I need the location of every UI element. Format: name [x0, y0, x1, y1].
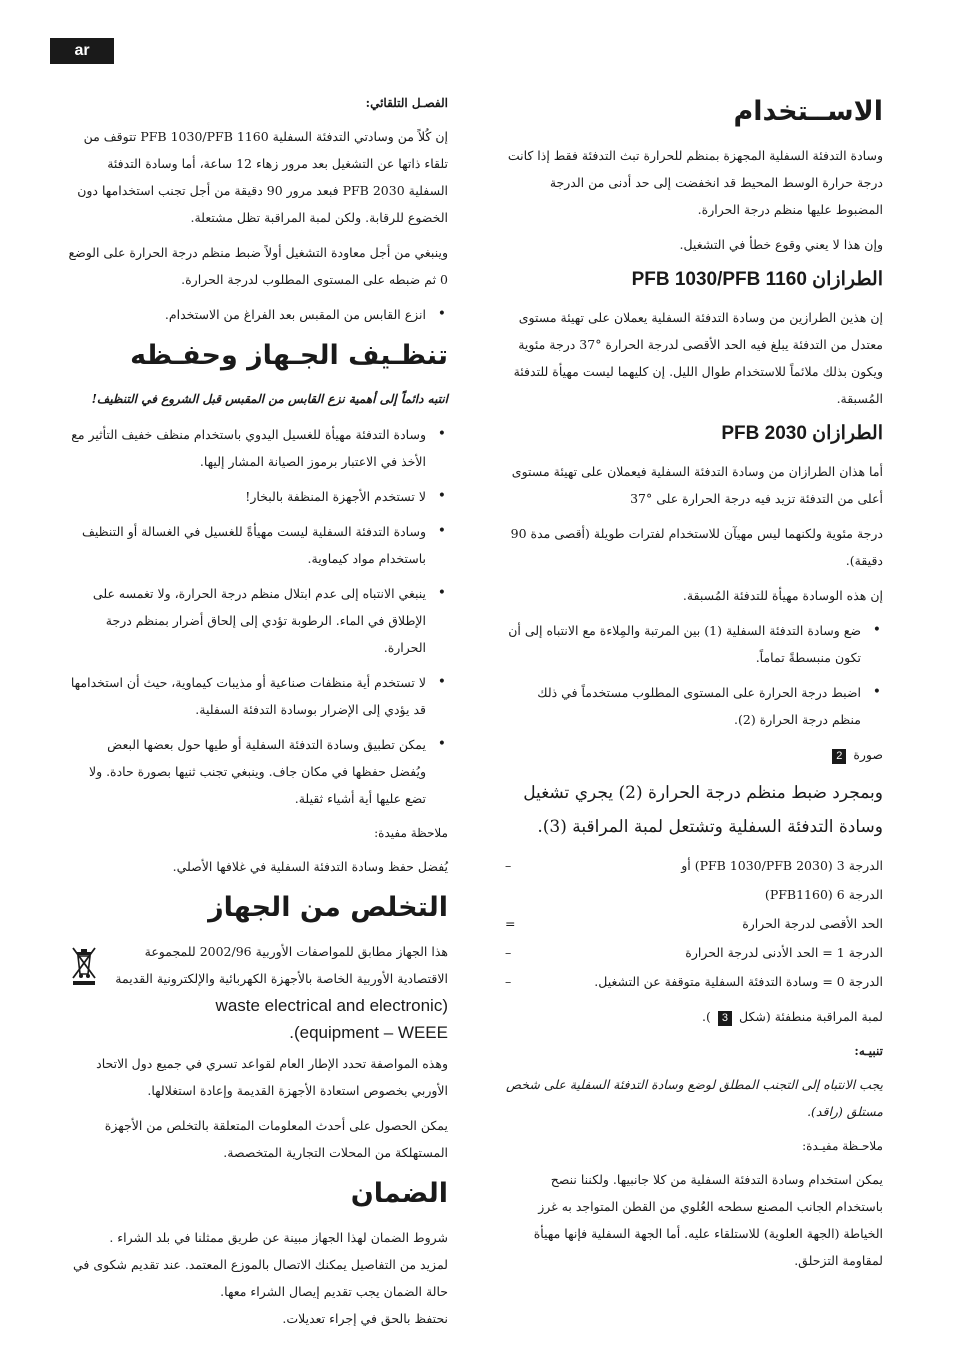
caution-label: تنبيـه:: [854, 1044, 883, 1058]
cleaning-heading: تنظـيف الجـهاز وحفـظه: [130, 340, 448, 371]
warranty-paragraph-1: شروط الضمان لهذا الجهاز مبينة عن طريق ممثلنا في بلد الشراء .: [109, 1230, 448, 1245]
autooff-bullets: [68, 301, 448, 328]
disposal-paragraph-2: وهذه المواصفة تحدد الإطار العام لقواعد تسري في جميع دول الاتحاد الأوربي بخصوص استعادة الأجهزة القديمة وإعادة استغلالها.: [96, 1056, 448, 1098]
left-column: [68, 90, 448, 1340]
right-column: [505, 90, 883, 1282]
cleaning-bullet-1: • وسادة التدفئة مهيأة للغسيل اليدوي باستخدام منظف خفيف التأثير مع الأخذ في الاعتبار برموز الصيانة المشار إليها.: [68, 421, 448, 475]
setting-item-5: الدرجة 0 = وسادة التدفئة السفلية متوقفة عن التشغيل. –: [505, 974, 883, 989]
cleaning-bullet-6: • يمكن تطبيق وسادة التدفئة السفلية أو طيها حول بعضها البعض ويُفضل حفظها في مكان جاف. وينبغي تجنب ثنيها بصورة حادة. ولا تضع عليها أية أشياء ثقيلة.: [68, 731, 448, 812]
usage-bullet-list: [505, 617, 883, 733]
figure-reference: [505, 741, 883, 768]
disposal-paragraph-1a: هذا الجهاز مطابق للمواصفات الأوربية 2002/96 للمجموعة الاقتصادية الأوربية الخاصة بالأجهزة الكهربائية والإلكترونية القديمة: [115, 944, 448, 986]
autooff-paragraph-2: وينبغي من أجل معاودة التشغيل أولاً ضبط منظم درجة الحرارة على الوضع 0 ثم ضبطه على المستوى المطلوب لدرجة الحرارة.: [68, 245, 448, 287]
disposal-paragraph-3: يمكن الحصول على أحدث المعلومات المتعلقة بالتخلص من الأجهزة المستهلكة من المحلات التجارية المتخصصة.: [104, 1118, 448, 1160]
settings-list: [505, 852, 883, 995]
pfb2030-paragraph-1: أما هذان الطرازان من وسادة التدفئة السفلية فيعملان على تهيئة مستوى أعلى من التدفئة تزيد فيه درجة الحرارة على °37: [511, 464, 883, 506]
thermostat-large-text: وبمجرد ضبط منظم درجة الحرارة (2) يجري تشغيل وسادة التدفئة السفلية وتشتعل لمبة المراقبة (3).: [523, 783, 883, 837]
disposal-heading: التخلص من الجهاز: [208, 892, 448, 923]
language-tag: ar: [50, 38, 114, 64]
cleaning-bullet-2: • لا تستخدم الأجهزة المنظفة بالبخار!: [68, 483, 448, 510]
pfb2030-paragraph-3: إن هذه الوسادة مهيأة للتدفئة المُسبقة.: [682, 588, 883, 603]
usage-bullet-2: • اضبط درجة الحرارة على المستوى المطلوب مستخدماً في ذلك منظم درجة الحرارة (2).: [505, 679, 883, 733]
autooff-bullet: • انزع القابس من المقبس بعد الفراغ من الاستخدام.: [68, 301, 448, 328]
setting-item-1: الدرجة 3 (PFB 1030/PFB 2030) أو –: [505, 858, 883, 873]
disposal-weee-english-2: .(equipment – WEEE: [289, 1023, 448, 1042]
pfb2030-heading: الطرازان PFB 2030: [721, 423, 883, 444]
usage-bullet-1: • ضع وسادة التدفئة السفلية (1) بين المرتبة والمِلاءة مع الانتباه إلى أن تكون منبسطةً تماماً.: [505, 617, 883, 671]
cleaning-bullet-3: • وسادة التدفئة السفلية ليست مهيأةً للغسيل في الغسالة أو التنظيف باستخدام مواد كيماوية.: [68, 518, 448, 572]
figure-label: صورة: [853, 747, 883, 762]
autooff-label: الفصـل التلقائي:: [365, 96, 448, 110]
pfb1030-heading: الطرازان PFB 1030/PFB 1160: [631, 269, 883, 290]
setting-item-2: الدرجة 6 (PFB1160): [764, 887, 883, 902]
disposal-weee-text: [108, 938, 448, 1050]
cleaning-bullet-list: [68, 421, 448, 812]
cleaning-note: يُفضل حفظ وسادة التدفئة السفلية في غلافها الأصلي.: [172, 859, 448, 874]
hint-text: يمكن استخدام وسادة التدفئة السفلية من كلا جانبيها. ولكننا ننصح باستخدام الجانب المصنع سطحه العُلوي من القطن المتواجد به غرز الخياطة (الجهة العلوية) للاستلقاء عليه. أما الجهة السفلية فإنها مهيأة لمقاومة التزحلق.: [533, 1172, 883, 1268]
usage-heading: الاســتخدام: [733, 96, 883, 127]
autooff-paragraph-1: إن كُلاً من وسادتي التدفئة السفلية PFB 1030/PFB 1160 تتوقف من تلقاء ذاتها عن التشغيل بعد مرور زهاء 12 ساعة، أما وسادة التدفئة السفلية PFB 2030 فبعد مرور 90 دقيقة من أجل تجنب استخدامها دون الخضوع للرقابة. ولكن لمبة المراقبة تظل مشتعلة.: [77, 129, 448, 225]
cleaning-warning: انتبه دائماً إلى أهمية نزع القابس من المقبس قبل الشروع في التنظيف!: [91, 392, 448, 406]
disposal-weee-block: [68, 938, 448, 1050]
disposal-weee-english-1: waste electrical and electronic): [215, 996, 448, 1015]
setting-item-3: الحد الأقصى لدرجة الحرارة =: [505, 916, 883, 931]
cleaning-bullet-5: • لا تستخدم أية منظفات صناعية أو مذيبات كيماوية، حيث أن استخدامها قد يؤدي إلى الإضرار بوسادة التدفئة السفلية.: [68, 669, 448, 723]
usage-paragraph-1: وسادة التدفئة السفلية المجهزة بمنظم للحرارة تبث التدفئة فقط إذا كانت درجة حرارة الوسط المحيط قد انخفضت إلى حد أدنى من الدرجة المضبوط عليها منظم درجة الحرارة.: [507, 148, 883, 217]
pfb2030-paragraph-2: درجة مئوية ولكنهما ليس مهيآن للاستخدام لفترات طويلة (أقصى مدة 90 دقيقة).: [510, 526, 883, 568]
warranty-paragraph-3: نحتفظ بالحق في إجراء تعديلات.: [282, 1311, 448, 1326]
hint-label: ملاحـظة مفيـدة:: [802, 1139, 883, 1153]
figure-3-badge: 3: [718, 1011, 732, 1026]
crossed-bin-icon: [68, 944, 98, 1050]
warranty-paragraph-2: لمزيد من التفاصيل يمكنك الاتصال بالموزع المعتمد. عند تقديم شكوى في حالة الضمان يجب تقديم إيصال الشراء معها.: [73, 1257, 448, 1299]
caution-text: يجب الانتباه إلى التجنب المطلق لوضع وسادة التدفئة السفلية على شخص مستلق (راقد).: [505, 1077, 883, 1119]
pfb1030-paragraph: إن هذين الطرازين من وسادة التدفئة السفلية يعملان على تهيئة مستوى معتدل من التدفئة يبلغ فيه الحد الأقصى لدرجة الحرارة °37 درجة مئوية ويكون بذلك ملائماً للاستخدام طوال الليل. إن كليهما ليست مهيأة للتدفئة المُسبقة.: [513, 310, 883, 406]
warranty-heading: الضمان: [350, 1178, 448, 1209]
cleaning-bullet-4: • ينبغي الانتباه إلى عدم ابتلال منظم درجة الحرارة، ولا تغمسه على الإطلاق في الماء. الرطوبة تؤدي إلى إلحاق أضرار بمنظم درجة الحرارة.: [68, 580, 448, 661]
figure-number-badge: 2: [832, 749, 846, 764]
lamp-off-note: لمبة المراقبة منطفئة (شكل 3 ).: [702, 1009, 883, 1024]
setting-item-4: الدرجة 1 = الحد الأدنى لدرجة الحرارة –: [505, 945, 883, 960]
usage-paragraph-2: وإن هذا لا يعني وقوع خطأ في التشغيل.: [679, 237, 883, 252]
cleaning-note-label: ملاحظة مفيدة:: [374, 826, 448, 840]
